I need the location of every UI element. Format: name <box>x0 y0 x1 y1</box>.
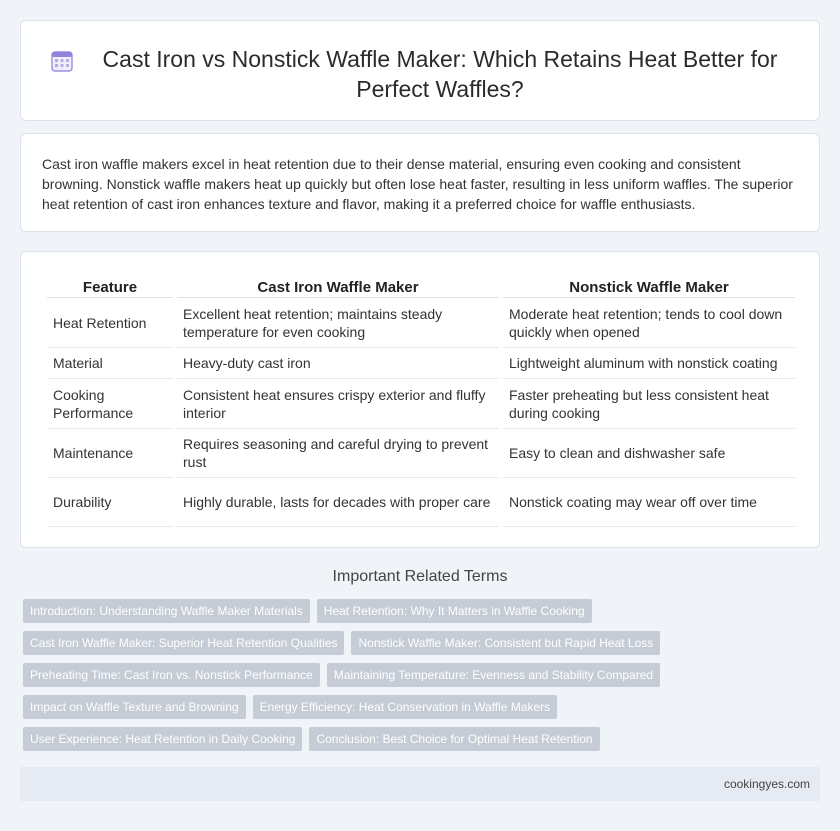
related-term-tag[interactable]: Impact on Waffle Texture and Browning <box>23 695 246 719</box>
related-term-tag[interactable]: Introduction: Understanding Waffle Maker Materials <box>23 599 310 623</box>
related-terms-title: Important Related Terms <box>332 568 508 585</box>
cell-cast-iron: Heavy-duty cast iron <box>177 348 499 379</box>
header-cast-iron: Cast Iron Waffle Maker <box>177 274 499 298</box>
cell-nonstick: Easy to clean and dishwasher safe <box>503 429 795 478</box>
page-title: Cast Iron vs Nonstick Waffle Maker: Which Retains Heat Better for Perfect Waffles? <box>102 46 778 102</box>
cell-feature: Cooking Performance <box>47 379 173 429</box>
cell-cast-iron: Requires seasoning and careful drying to prevent rust <box>177 429 499 478</box>
cell-nonstick: Moderate heat retention; tends to cool down quickly when opened <box>503 298 795 348</box>
footer <box>20 767 820 801</box>
cell-nonstick: Faster preheating but less consistent heat during cooking <box>503 379 795 429</box>
table-row <box>47 379 795 429</box>
cell-feature: Material <box>47 348 173 379</box>
related-term-tag[interactable]: User Experience: Heat Retention in Daily Cooking <box>23 727 302 751</box>
related-term-tag[interactable]: Preheating Time: Cast Iron vs. Nonstick Performance <box>23 663 320 687</box>
related-term-tag[interactable]: Conclusion: Best Choice for Optimal Heat Retention <box>309 727 599 751</box>
cell-feature: Maintenance <box>47 429 173 478</box>
table-row <box>47 348 795 379</box>
related-terms-list <box>23 599 823 759</box>
tag-row <box>23 695 823 719</box>
title-wrap <box>21 44 819 104</box>
cell-cast-iron: Highly durable, lasts for decades with proper care <box>177 478 499 527</box>
tag-row <box>23 663 823 687</box>
cell-feature: Heat Retention <box>47 298 173 348</box>
related-term-tag[interactable]: Maintaining Temperature: Evenness and Stability Compared <box>327 663 660 687</box>
tag-row <box>23 727 823 751</box>
table-row <box>47 298 795 348</box>
comparison-card <box>20 251 820 548</box>
header-card <box>20 20 820 121</box>
related-term-tag[interactable]: Nonstick Waffle Maker: Consistent but Rapid Heat Loss <box>351 631 660 655</box>
related-term-tag[interactable]: Cast Iron Waffle Maker: Superior Heat Retention Qualities <box>23 631 344 655</box>
cell-feature: Durability <box>47 478 173 527</box>
related-term-tag[interactable]: Heat Retention: Why It Matters in Waffle Cooking <box>317 599 592 623</box>
cell-nonstick: Nonstick coating may wear off over time <box>503 478 795 527</box>
comparison-table <box>43 274 799 527</box>
intro-paragraph: Cast iron waffle makers excel in heat retention due to their dense material, ensuring even cooking and consistent browning. Nonstick waffle makers heat up quickly but often lose heat faster, resulting in less uniform waffles. The superior heat retention of cast iron enhances texture and flavor, making it a preferred choice for waffle enthusiasts. <box>42 156 793 212</box>
related-term-tag[interactable]: Energy Efficiency: Heat Conservation in Waffle Makers <box>253 695 558 719</box>
tag-row <box>23 599 823 623</box>
header-feature: Feature <box>47 274 173 298</box>
calendar-icon <box>49 48 75 74</box>
footer-site-link[interactable]: cookingyes.com <box>723 777 810 791</box>
cell-nonstick: Lightweight aluminum with nonstick coating <box>503 348 795 379</box>
table-row <box>47 429 795 478</box>
table-header-row <box>47 274 795 298</box>
table-row <box>47 478 795 527</box>
cell-cast-iron: Consistent heat ensures crispy exterior and fluffy interior <box>177 379 499 429</box>
cell-cast-iron: Excellent heat retention; maintains steady temperature for even cooking <box>177 298 499 348</box>
tag-row <box>23 631 823 655</box>
header-nonstick: Nonstick Waffle Maker <box>503 274 795 298</box>
intro-card <box>20 133 820 232</box>
